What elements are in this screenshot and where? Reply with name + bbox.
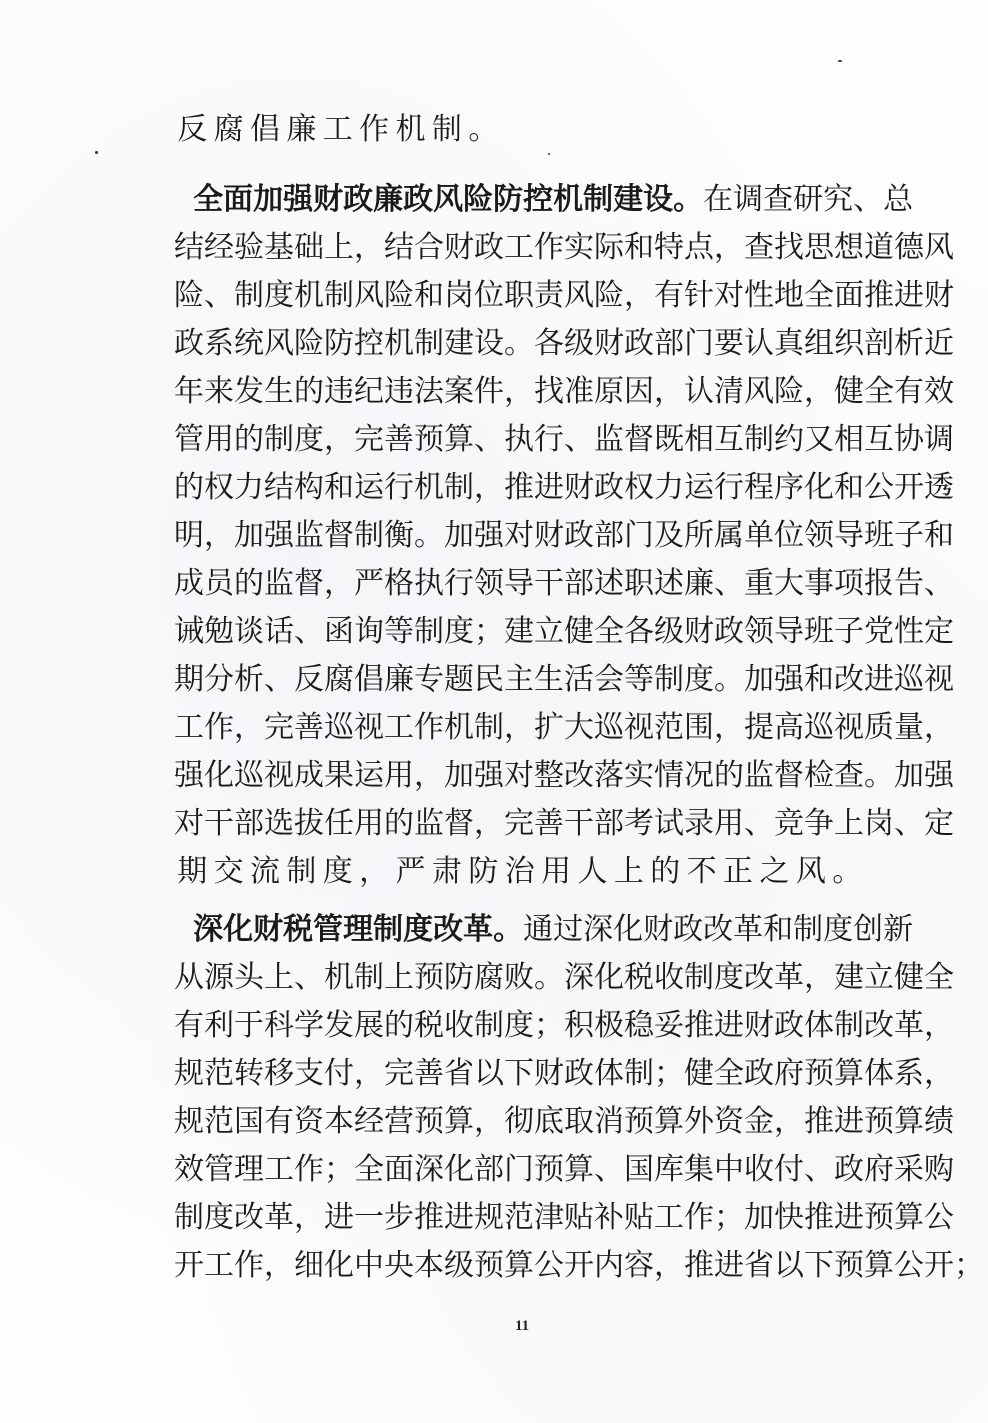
paragraph (174, 176, 954, 896)
text-line: 工 作 ， 完 善 巡 视 工 作 机 制 ， 扩 大 巡 视 范 围 ， 提 高 巡 视 质 量 ， (174, 710, 954, 745)
body-text (174, 106, 984, 1290)
page-number: 11 (515, 1318, 530, 1334)
scan-speck (95, 151, 98, 154)
text-line: 成 员 的 监 督 ， 严 格 执 行 领 导 干 部 述 职 述 廉 、 重 大 事 项 报 告 、 (174, 566, 954, 601)
text-line: 强 化 巡 视 成 果 运 用 ， 加 强 对 整 改 落 实 情 况 的 监 督 检 查 。 加 强 (174, 758, 954, 793)
text-line: 对 干 部 选 拔 任 用 的 监 督 ， 完 善 干 部 考 试 录 用 、 竞 争 上 岗 、 定 (174, 806, 954, 841)
paragraph (174, 106, 902, 154)
paragraph (174, 906, 984, 1290)
text-line: 的 权 力 结 构 和 运 行 机 制 ， 推 进 财 政 权 力 运 行 程 序 化 和 公 开 透 (174, 470, 954, 505)
text-line: 从 源 头 上 、 机 制 上 预 防 腐 败 。 深 化 税 收 制 度 改 革 ， 建 立 健 全 (174, 960, 954, 995)
text-line: 年 来 发 生 的 违 纪 违 法 案 件 ， 找 准 原 因 ， 认 清 风 险 ， 健 全 有 效 (174, 374, 954, 409)
text-line: 政 系 统 风 险 防 控 机 制 建 设 。 各 级 财 政 部 门 要 认 真 组 织 剖 析 近 (174, 326, 954, 361)
text-line: 规 范 国 有 资 本 经 营 预 算 ， 彻 底 取 消 预 算 外 资 金 ， 推 进 预 算 绩 (174, 1104, 954, 1139)
text-line: 险 、 制 度 机 制 风 险 和 岗 位 职 责 风 险 ， 有 针 对 性 地 全 面 推 进 财 (174, 278, 954, 313)
text-line: 期 交 流 制 度 ， 严 肃 防 治 用 人 上 的 不 正 之 风 。 (177, 854, 863, 889)
text-line: 结 经 验 基 础 上 ， 结 合 财 政 工 作 实 际 和 特 点 ， 查 找 思 想 道 德 风 (174, 230, 954, 265)
text-line: 规 范 转 移 支 付 ， 完 善 省 以 下 财 政 体 制 ； 健 全 政 府 预 算 体 系 ， (174, 1056, 954, 1091)
text-line: 反 腐 倡 廉 工 作 机 制 。 (177, 112, 499, 147)
text-line: 全 面 加 强 财 政 廉 政 风 险 防 控 机 制 建 设 。 在 调 查 研 究 、 总 (193, 182, 914, 217)
text-line: 开 工 作 ， 细 化 中 央 本 级 预 算 公 开 内 容 ， 推 进 省 以 下 预 算 公 开 ； (174, 1248, 984, 1283)
text-line: 明 ， 加 强 监 督 制 衡 。 加 强 对 财 政 部 门 及 所 属 单 位 领 导 班 子 和 (174, 518, 954, 553)
text-line: 诫 勉 谈 话 、 函 询 等 制 度 ； 建 立 健 全 各 级 财 政 领 导 班 子 党 性 定 (174, 614, 954, 649)
text-line: 有 利 于 科 学 发 展 的 税 收 制 度 ； 积 极 稳 妥 推 进 财 政 体 制 改 革 ， (174, 1008, 954, 1043)
text-line: 深 化 财 税 管 理 制 度 改 革 。 通 过 深 化 财 政 改 革 和 制 度 创 新 (193, 912, 914, 947)
text-line: 制 度 改 革 ， 进 一 步 推 进 规 范 津 贴 补 贴 工 作 ； 加 快 推 进 预 算 公 (174, 1200, 954, 1235)
text-line: 管 用 的 制 度 ， 完 善 预 算 、 执 行 、 监 督 既 相 互 制 约 又 相 互 协 调 (174, 422, 954, 457)
text-line: 效 管 理 工 作 ； 全 面 深 化 部 门 预 算 、 国 库 集 中 收 付 、 政 府 采 购 (174, 1152, 954, 1187)
scan-speck (838, 60, 842, 62)
text-line: 期 分 析 、 反 腐 倡 廉 专 题 民 主 生 活 会 等 制 度 。 加 强 和 改 进 巡 视 (174, 662, 954, 697)
